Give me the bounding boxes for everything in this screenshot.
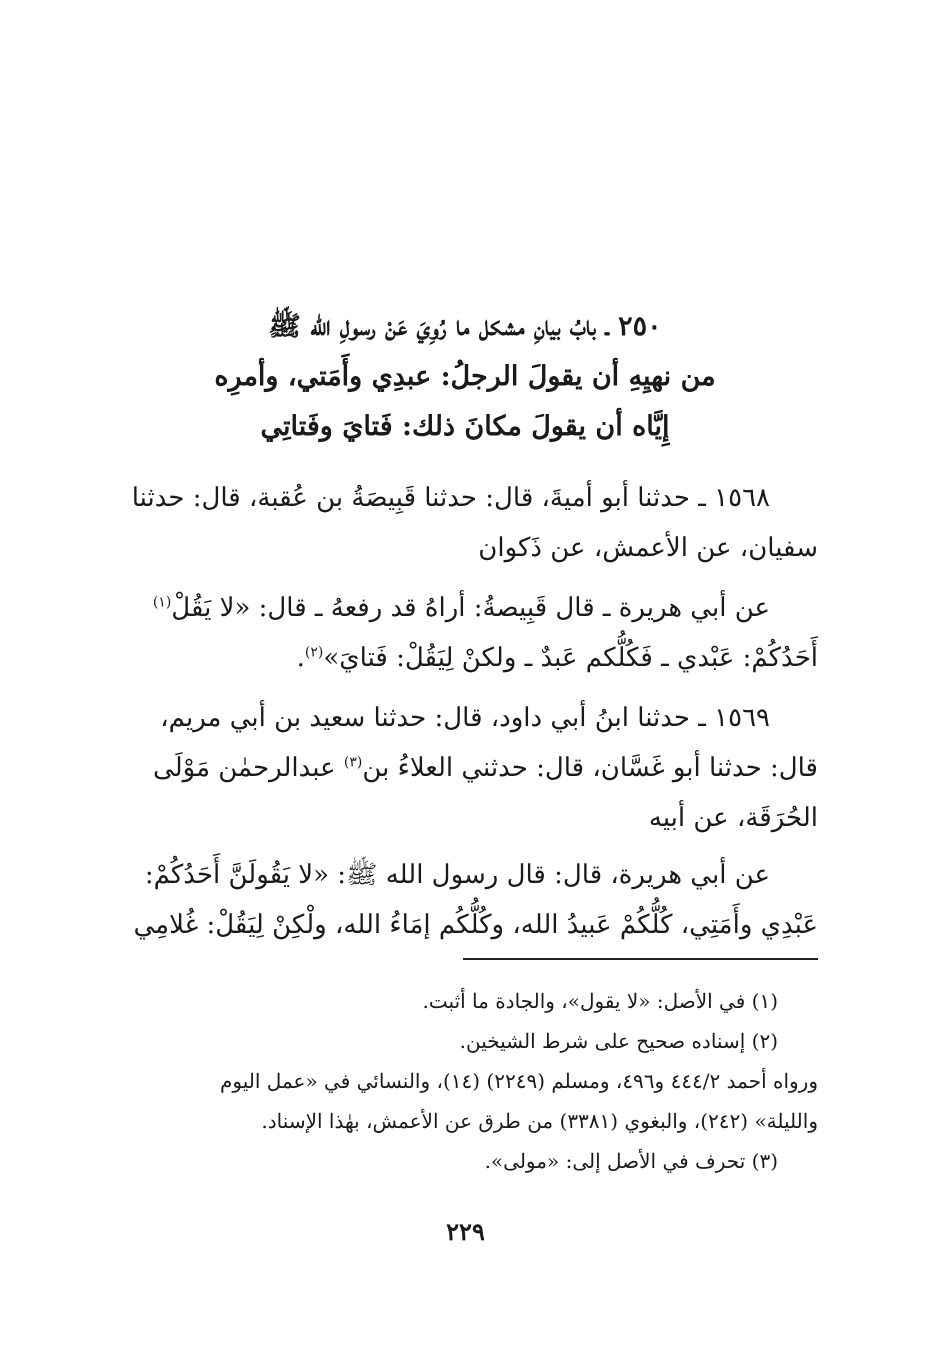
footnote-1: (١) في الأصل: «لا يقول»، والجادة ما أثبت. bbox=[422, 989, 778, 1013]
footnote-2: (٢) إسناده صحيح على شرط الشيخين. bbox=[459, 1029, 778, 1053]
matn-end: . bbox=[296, 643, 305, 673]
chapter-heading bbox=[180, 302, 750, 452]
isnad-text: عبدالرحمٰن مَوْلَى bbox=[153, 753, 344, 783]
footnote-ref-3: (٣) bbox=[343, 754, 363, 771]
isnad-line: ١٥٦٨ ـ حدثنا أبو أميةَ، قال: حدثنا قَبِيصَةُ بن عُقبة، قال: حدثنا bbox=[131, 483, 770, 513]
footnote-divider bbox=[463, 958, 818, 960]
page-number: ٢٢٩ bbox=[446, 1217, 485, 1246]
matn-line: عن أبي هريرة، قال: قال رسول الله ﷺ: «لا يَقُولَنَّ أَحَدُكُمْ: bbox=[144, 860, 770, 890]
chapter-title-line-1: ٢٥٠ ـ بابُ بيانِ مشكل ما رُوِيَ عَنْ رسولِ الله ﷺ bbox=[268, 311, 662, 342]
hadith-1568-matn bbox=[113, 583, 818, 683]
footnote-ref-2: (٢) bbox=[304, 644, 324, 661]
hadith-1569-isnad bbox=[113, 693, 818, 843]
matn-line bbox=[113, 633, 818, 683]
footnotes bbox=[113, 981, 818, 1181]
matn-line bbox=[113, 583, 818, 633]
footnote-2-continuation: ورواه أحمد ٤٤٤/٢ و٤٩٦، ومسلم (٢٢٤٩) (١٤)، والنسائي في «عمل اليوم bbox=[220, 1069, 818, 1093]
isnad-line: ١٥٦٩ ـ حدثنا ابنُ أبي داود، قال: حدثنا سعيد بن أبي مريم، bbox=[160, 703, 770, 733]
isnad-text: قال: حدثنا أبو غَسَّان، قال: حدثني العلاءُ بن bbox=[362, 753, 818, 783]
hadith-1568-isnad bbox=[113, 473, 818, 573]
matn-text: عن أبي هريرة ـ قال قَبِيصةُ: أراهُ قد رفعهُ ـ قال: «لا يَقُلْ bbox=[171, 593, 770, 623]
matn-line: عَبْدِي وأَمَتِي، كُلُّكُمْ عَبيدُ الله، وكُلُّكُم إمَاءُ الله، ولْكِنْ لِيَقُلْ: غُلامِي bbox=[133, 910, 818, 940]
matn-text: أَحَدُكُمْ: عَبْدي ـ فَكُلُّكم عَبدٌ ـ ولكنْ لِيَقُلْ: فَتايَ» bbox=[323, 643, 818, 673]
isnad-line: الحُرَقَة، عن أبيه bbox=[648, 803, 818, 833]
footnote-ref-1: (١) bbox=[152, 594, 172, 611]
isnad-line: سفيان، عن الأعمش، عن ذَكوان bbox=[478, 533, 818, 563]
footnote-3: (٣) تحرف في الأصل إلى: «مولى». bbox=[484, 1149, 778, 1173]
isnad-line bbox=[113, 743, 818, 793]
footnote-2-continuation: والليلة» (٢٤٢)، والبغوي (٣٣٨١) من طرق عن الأعمش، بهٰذا الإسناد. bbox=[261, 1109, 818, 1133]
chapter-title-line-3: إِيَّاه أن يقولَ مكانَ ذلك: فَتايَ وفَتاتِي bbox=[260, 411, 670, 442]
hadith-1569-matn bbox=[113, 850, 818, 950]
chapter-title-line-2: من نهيِهِ أن يقولَ الرجلُ: عبدِي وأَمَتي، وأمرِه bbox=[214, 361, 716, 392]
